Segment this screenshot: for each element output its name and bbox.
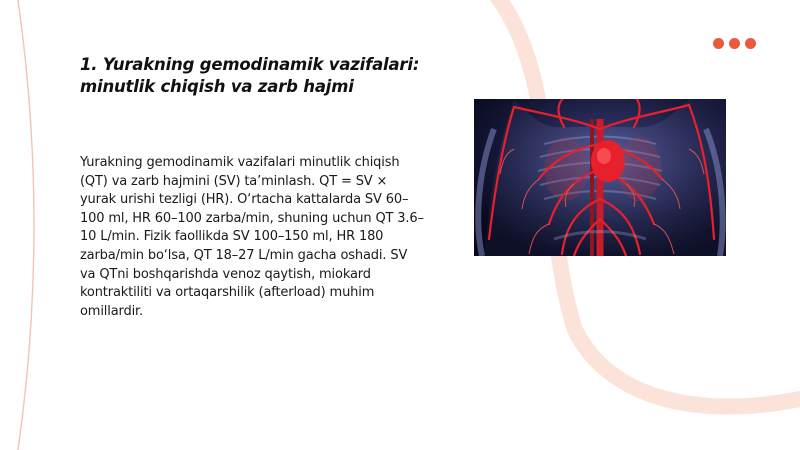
decorative-dots <box>713 38 756 49</box>
body-paragraph: Yurakning gemodinamik vazifalari minutlik chiqish (QT) va zarb hajmini (SV) ta’minlash. QT = SV × yurak urishi tezligi (HR). O‘rtacha kattalarda SV 60–100 ml, HR 60–100 zarba/min, shuning uchun QT 3.6–10 L/min. Fizik faollikda SV 100–150 ml, HR 180 zarba/min bo‘lsa, QT 18–27 L/min gacha oshadi. SV va QTni boshqarishda venoz qaytish, miokard kontraktiliti va ortaqarshilik (afterload) muhim omillardir. <box>80 155 424 319</box>
title-line-1: 1. Yurakning gemodinamik vazifalari: <box>80 55 420 74</box>
dot-icon <box>729 38 740 49</box>
left-lung <box>544 137 588 201</box>
circulatory-illustration <box>474 99 726 256</box>
title-line-2: minutlik chiqish va zarb hajmi <box>80 77 354 96</box>
dot-icon <box>745 38 756 49</box>
right-lung <box>617 137 661 201</box>
circulatory-system-image <box>474 99 726 256</box>
slide-title <box>80 54 460 98</box>
dot-icon <box>713 38 724 49</box>
thin-left-arc <box>18 0 34 450</box>
